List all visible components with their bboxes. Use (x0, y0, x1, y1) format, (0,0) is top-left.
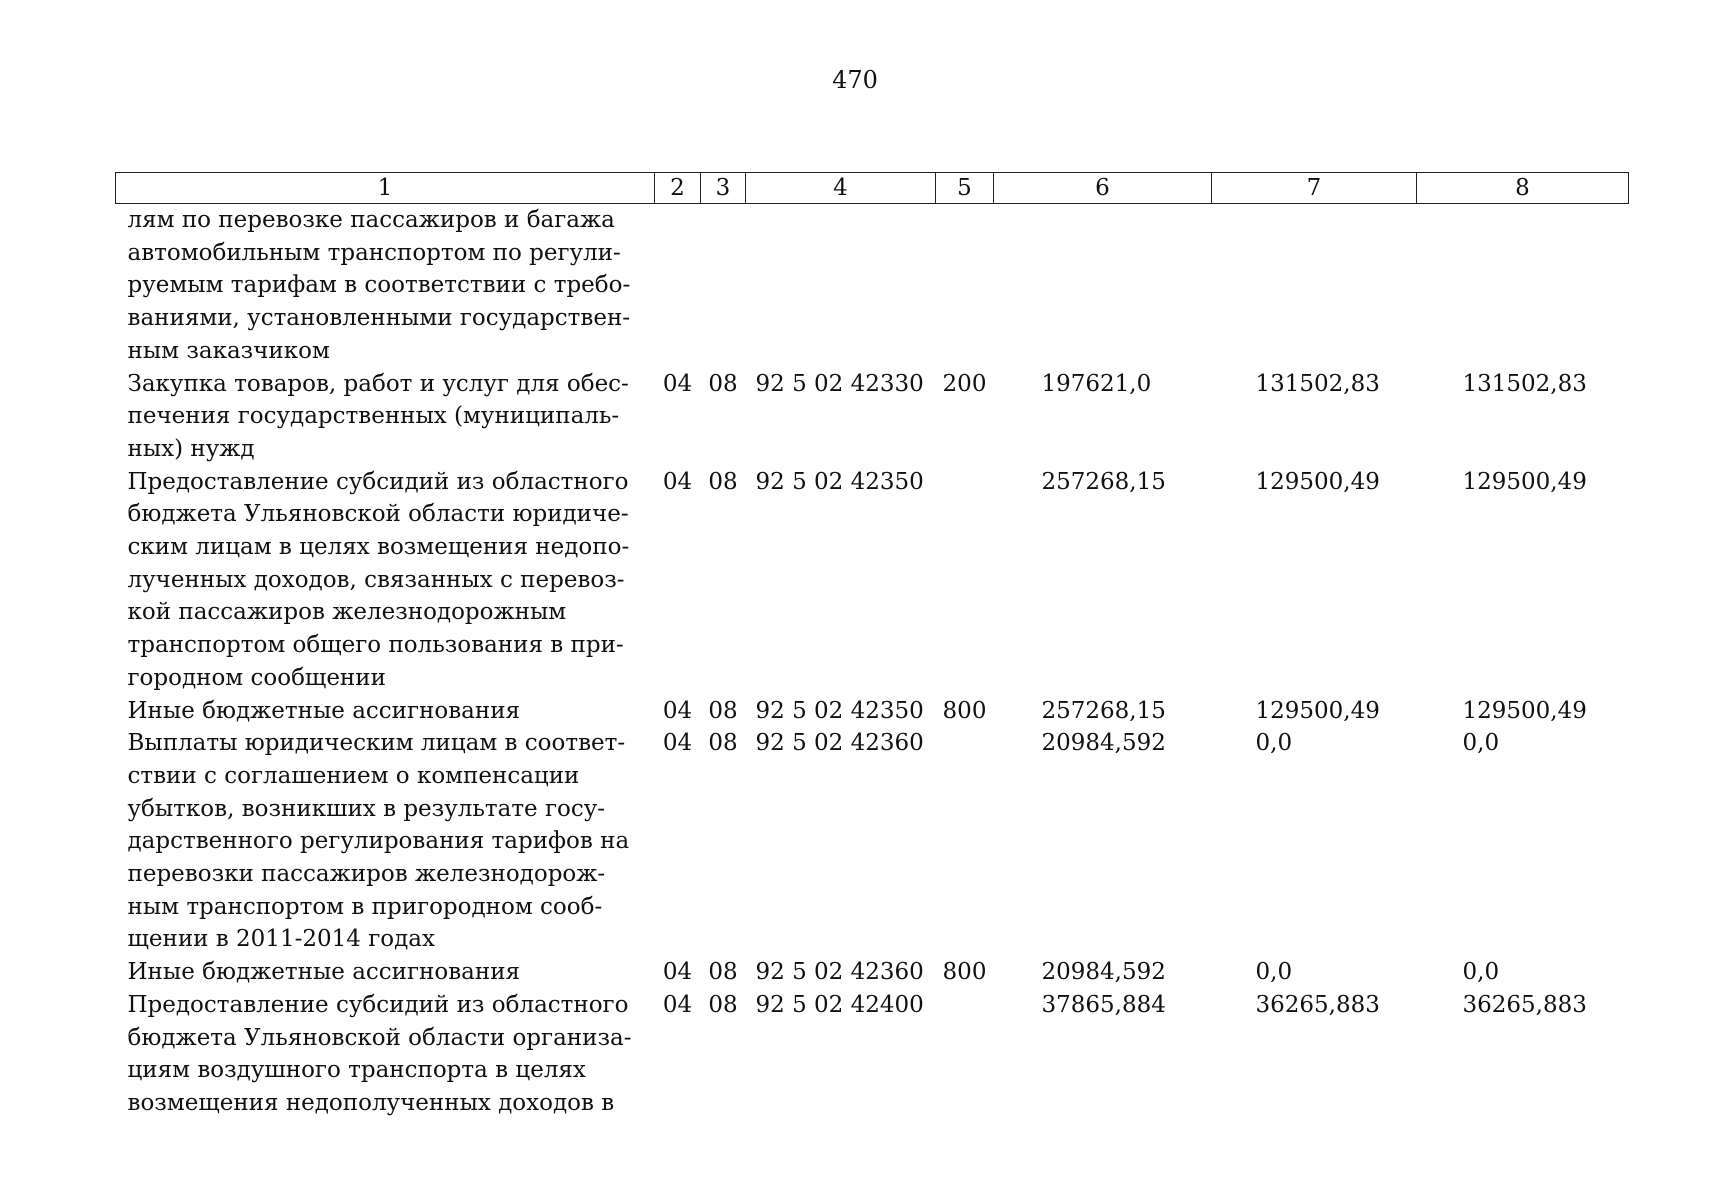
target-article-code: 92 5 02 42330 (755, 370, 924, 397)
description-line: Выплаты юридическим лицам в соответ- (127, 730, 626, 757)
subsection-code (701, 204, 746, 368)
table-header-row (116, 173, 1629, 204)
description-line: ствии с соглашением о компенсации (127, 762, 580, 789)
target-article-code: 92 5 02 42400 (755, 991, 924, 1018)
section-code: 04 (662, 468, 693, 495)
column-header: 2 (655, 173, 701, 204)
amount-col-7: 0,0 (1255, 959, 1293, 986)
subsection-code: 08 (708, 959, 738, 986)
target-article-code: 92 5 02 42360 (755, 730, 924, 757)
description-line: ным транспортом в пригородном сооб- (127, 893, 603, 920)
description-line: печения государственных (муниципаль- (127, 403, 620, 430)
description-line: лям по перевозке пассажиров и багажа (127, 207, 615, 233)
column-header: 3 (701, 173, 746, 204)
description-line: транспортом общего пользования в при- (127, 632, 624, 659)
expense-type-code: 200 (942, 370, 987, 397)
amount-col-8: 0,0 (1462, 959, 1500, 986)
expense-type-code (936, 466, 994, 695)
description-line: щении в 2011-2014 годах (127, 926, 435, 953)
section-code: 04 (662, 370, 693, 397)
row-description (116, 956, 655, 989)
column-header: 5 (936, 173, 994, 204)
description-line: кой пассажиров железнодорожным (127, 599, 567, 626)
description-line: Иные бюджетные ассигнования (127, 697, 521, 724)
description-line: циям воздушного транспорта в целях (127, 1057, 586, 1084)
amount-col-6: 257268,15 (1041, 468, 1166, 495)
description-line: убытков, возникших в результате госу- (127, 795, 606, 822)
description-line: бюджета Ульяновской области юридиче- (127, 501, 629, 528)
amount-col-8: 131502,83 (1462, 370, 1587, 397)
amount-col-8: 0,0 (1462, 730, 1500, 757)
target-article-code: 92 5 02 42360 (755, 959, 924, 986)
description-line: Закупка товаров, работ и услуг для обес- (127, 370, 629, 397)
amount-col-6: 20984,592 (1041, 730, 1166, 757)
table-row (116, 989, 1629, 1120)
subsection-code: 08 (708, 370, 738, 397)
section-code: 04 (662, 730, 693, 757)
description-line: автомобильным транспортом по регули- (127, 239, 621, 266)
budget-table (115, 172, 1629, 1120)
expense-type-code: 800 (942, 697, 987, 724)
target-article-code: 92 5 02 42350 (755, 468, 924, 495)
expense-type-code (936, 989, 994, 1120)
row-description (116, 466, 655, 695)
table-body (116, 204, 1629, 1120)
description-line: ваниями, установленными государствен- (127, 305, 631, 332)
target-article-code: 92 5 02 42350 (755, 697, 924, 724)
subsection-code: 08 (708, 730, 738, 757)
amount-col-7: 36265,883 (1255, 991, 1380, 1018)
amount-col-8: 36265,883 (1462, 991, 1587, 1018)
expense-type-code (936, 727, 994, 956)
table-row (116, 368, 1629, 466)
description-line: дарственного регулирования тарифов на (127, 828, 630, 855)
row-description (116, 695, 655, 728)
table-row (116, 204, 1629, 368)
subsection-code: 08 (708, 697, 738, 724)
amount-col-6: 197621,0 (1041, 370, 1152, 397)
section-code (655, 204, 701, 368)
row-description (116, 204, 655, 368)
row-description (116, 989, 655, 1120)
description-line: возмещения недополученных доходов в (127, 1089, 615, 1116)
amount-col-8: 129500,49 (1462, 468, 1587, 495)
amount-col-8: 129500,49 (1462, 697, 1587, 724)
description-line: Предоставление субсидий из областного (127, 468, 629, 495)
row-description (116, 727, 655, 956)
description-line: городном сообщении (127, 664, 386, 691)
description-line: ским лицам в целях возмещения недопо- (127, 534, 630, 561)
description-line: руемым тарифам в соответствии с требо- (127, 272, 631, 299)
description-line: Иные бюджетные ассигнования (127, 959, 521, 986)
amount-col-7: 129500,49 (1255, 697, 1380, 724)
expense-type-code: 800 (942, 959, 987, 986)
description-line: бюджета Ульяновской области организа- (127, 1024, 632, 1051)
subsection-code: 08 (708, 468, 738, 495)
description-line: Предоставление субсидий из областного (127, 991, 629, 1018)
section-code: 04 (662, 697, 693, 724)
table-row (116, 695, 1629, 728)
row-description (116, 368, 655, 466)
section-code: 04 (662, 991, 693, 1018)
column-header: 4 (746, 173, 936, 204)
description-line: ных) нужд (127, 435, 255, 462)
expense-type-code (936, 204, 994, 368)
column-header: 7 (1212, 173, 1417, 204)
amount-col-7: 0,0 (1255, 730, 1293, 757)
table-row (116, 466, 1629, 695)
column-header: 8 (1417, 173, 1629, 204)
subsection-code: 08 (708, 991, 738, 1018)
amount-col-6 (994, 204, 1212, 368)
amount-col-6: 37865,884 (1041, 991, 1166, 1018)
page-number: 470 (832, 66, 878, 94)
amount-col-7 (1212, 204, 1417, 368)
amount-col-7: 129500,49 (1255, 468, 1380, 495)
amount-col-7: 131502,83 (1255, 370, 1380, 397)
column-header: 1 (116, 173, 655, 204)
description-line: лученных доходов, связанных с перевоз- (127, 566, 625, 593)
target-article-code (746, 204, 936, 368)
amount-col-6: 257268,15 (1041, 697, 1166, 724)
description-line: перевозки пассажиров железнодорож- (127, 861, 606, 888)
description-line: ным заказчиком (127, 337, 330, 364)
table-row (116, 727, 1629, 956)
amount-col-8 (1417, 204, 1629, 368)
table-row (116, 956, 1629, 989)
column-header: 6 (994, 173, 1212, 204)
amount-col-6: 20984,592 (1041, 959, 1166, 986)
section-code: 04 (662, 959, 693, 986)
